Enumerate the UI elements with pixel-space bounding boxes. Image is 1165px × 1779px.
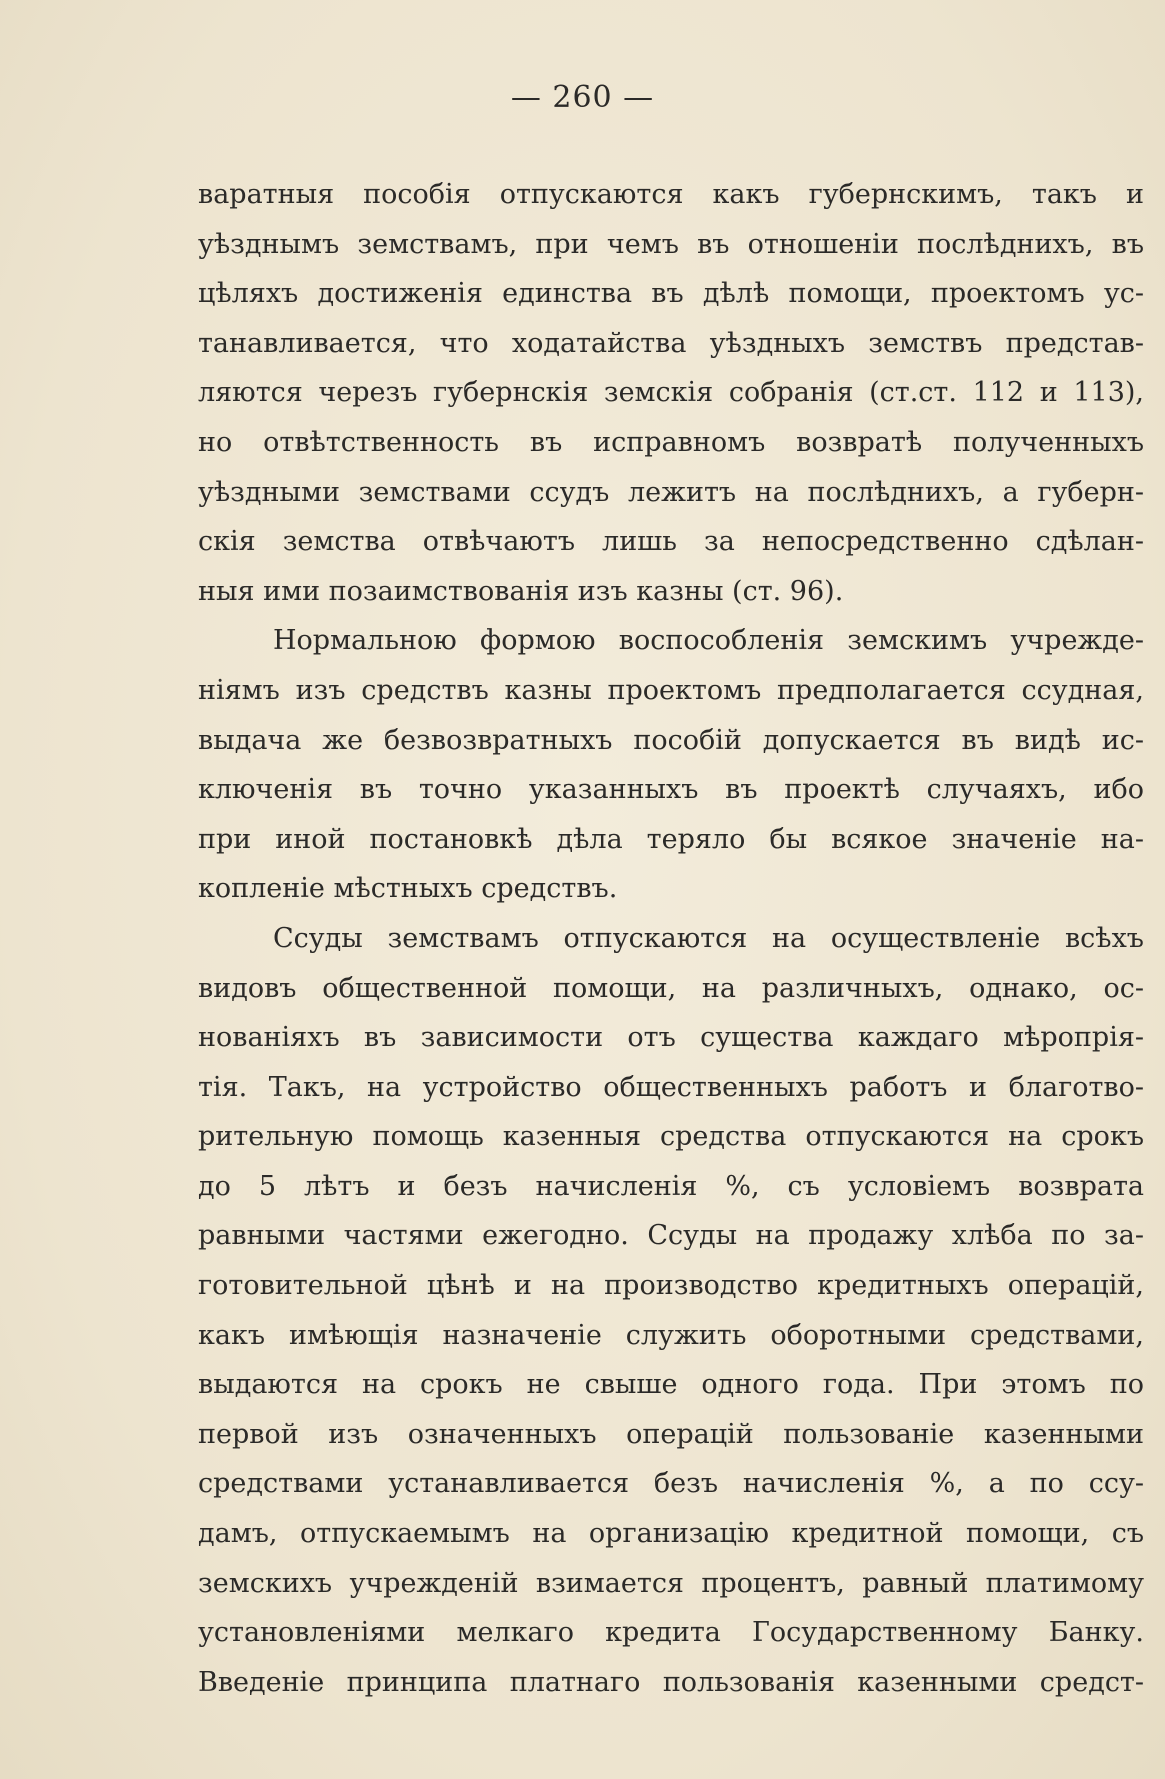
paragraph-3 bbox=[198, 914, 1144, 1708]
text-line: готовительной цѣнѣ и на производство кредитныхъ операцій, bbox=[198, 1270, 1144, 1302]
text-line: цѣляхъ достиженія единства въ дѣлѣ помощи, проектомъ ус- bbox=[198, 278, 1144, 310]
text-line: средствами устанавливается безъ начисленія %, а по ссу- bbox=[198, 1468, 1144, 1500]
text-line: но отвѣтственность въ исправномъ возвратѣ полученныхъ bbox=[198, 426, 1144, 458]
text-line: тія. Такъ, на устройство общественныхъ работъ и благотво- bbox=[198, 1071, 1144, 1103]
paragraph-2 bbox=[198, 616, 1144, 914]
text-line: первой изъ означенныхъ операцій пользованіе казенными bbox=[198, 1418, 1144, 1450]
text-line: варатныя пособія отпускаются какъ губернскимъ, такъ и bbox=[198, 179, 1144, 210]
text-line: Ссуды земствамъ отпускаются на осуществленіе всѣхъ bbox=[273, 922, 1144, 954]
text-line: нованіяхъ въ зависимости отъ существа каждаго мѣропрія- bbox=[198, 1022, 1144, 1054]
text-line: равными частями ежегодно. Ссуды на продажу хлѣба по за- bbox=[198, 1220, 1144, 1252]
paragraph-1 bbox=[198, 170, 1144, 616]
text-line: установленіями мелкаго кредита Государственному Банку. bbox=[198, 1617, 1144, 1649]
text-line: рительную помощь казенныя средства отпускаются на срокъ bbox=[198, 1121, 1144, 1153]
text-line: копленіе мѣстныхъ средствъ. bbox=[198, 873, 618, 905]
text-line: при иной постановкѣ дѣла теряло бы всякое значеніе на- bbox=[198, 823, 1144, 855]
text-line: дамъ, отпускаемымъ на организацію кредитной помощи, съ bbox=[198, 1518, 1144, 1550]
text-line: скія земства отвѣчаютъ лишь за непосредственно сдѣлан- bbox=[198, 526, 1144, 558]
text-line: какъ имѣющія назначеніе служить оборотными средствами, bbox=[198, 1319, 1144, 1351]
text-line: ляются черезъ губернскія земскія собранія (ст.ст. 112 и 113), bbox=[198, 377, 1144, 409]
text-line: ныя ими позаимствованія изъ казны (ст. 96). bbox=[198, 575, 844, 607]
text-line: видовъ общественной помощи, на различныхъ, однако, ос- bbox=[198, 972, 1144, 1004]
text-line: выдача же безвозвратныхъ пособій допускается въ видѣ ис- bbox=[198, 724, 1144, 756]
text-line: уѣздными земствами ссудъ лежитъ на послѣднихъ, а губерн- bbox=[198, 476, 1144, 508]
text-line: выдаются на срокъ не свыше одного года. При этомъ по bbox=[198, 1369, 1144, 1401]
text-line: Нормальною формою воспособленія земскимъ учрежде- bbox=[273, 625, 1144, 657]
page-number: — 260 — bbox=[510, 80, 655, 115]
text-line: ключенія въ точно указанныхъ въ проектѣ случаяхъ, ибо bbox=[198, 774, 1144, 806]
text-line: ніямъ изъ средствъ казны проектомъ предполагается ссудная, bbox=[198, 674, 1144, 706]
text-line: Введеніе принципа платнаго пользованія казенными средст- bbox=[198, 1666, 1144, 1698]
text-line: танавливается, что ходатайства уѣздныхъ земствъ представ- bbox=[198, 327, 1144, 359]
text-line: до 5 лѣтъ и безъ начисленія %, съ условіемъ возврата bbox=[198, 1170, 1144, 1202]
text-line: земскихъ учрежденій взимается процентъ, равный платимому bbox=[198, 1567, 1144, 1599]
text-line: уѣзднымъ земствамъ, при чемъ въ отношеніи послѣднихъ, въ bbox=[198, 228, 1144, 260]
body-text bbox=[198, 170, 1144, 1707]
